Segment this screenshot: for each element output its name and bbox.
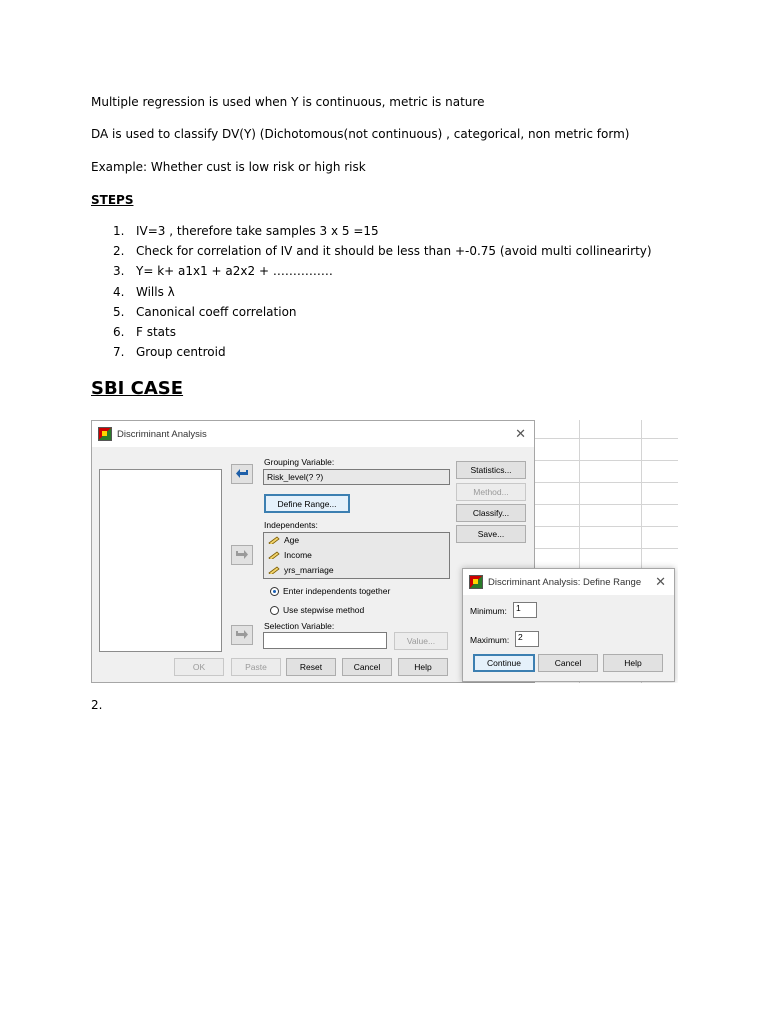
help-button[interactable]: Help (398, 658, 448, 676)
spss-screenshot (91, 420, 678, 683)
arrow-left-icon (235, 468, 249, 480)
source-variable-list[interactable] (99, 469, 222, 652)
stepwise-radio[interactable] (270, 606, 279, 615)
close-icon[interactable]: ✕ (515, 426, 526, 441)
ruler-icon (268, 536, 280, 544)
define-range-titlebar (463, 569, 674, 595)
list-item: 4. Wills λ (113, 284, 175, 299)
minimum-input[interactable]: 1 (513, 602, 537, 618)
paragraph-da-definition: DA is used to classify DV(Y) (Dichotomous(not continuous) , categorical, non metric form) (91, 127, 630, 141)
arrow-right-icon (235, 549, 249, 561)
list-item[interactable]: yrs_marriage (268, 565, 334, 575)
list-item: 7. Group centroid (113, 345, 226, 360)
list-number-2: 2. (91, 698, 103, 712)
method-button[interactable]: Method... (456, 483, 526, 501)
enter-together-radio[interactable] (270, 587, 279, 596)
steps-heading: STEPS (91, 193, 134, 207)
continue-button[interactable]: Continue (473, 654, 535, 672)
enter-together-label: Enter independents together (283, 586, 391, 596)
move-grouping-button[interactable] (231, 464, 253, 484)
stepwise-label: Use stepwise method (283, 605, 365, 615)
dialog-titlebar (92, 421, 534, 447)
list-item: 2. Check for correlation of IV and it should be less than +-0.75 (avoid multi collinearirty) (113, 244, 652, 259)
reset-button[interactable]: Reset (286, 658, 336, 676)
list-item: 1. IV=3 , therefore take samples 3 x 5 =15 (113, 224, 379, 238)
cancel-button[interactable]: Cancel (342, 658, 392, 676)
define-range-button[interactable]: Define Range... (264, 494, 350, 513)
grouping-variable-label: Grouping Variable: (264, 457, 335, 467)
range-help-button[interactable]: Help (603, 654, 663, 672)
minimum-label: Minimum: (470, 606, 507, 616)
selection-variable-label: Selection Variable: (264, 621, 335, 631)
list-item: 6. F stats (113, 324, 176, 339)
spss-app-icon (98, 427, 112, 441)
spss-app-icon (469, 575, 483, 589)
ruler-icon (268, 566, 280, 574)
move-independents-button[interactable] (231, 545, 253, 565)
value-button[interactable]: Value... (394, 632, 448, 650)
move-selection-button[interactable] (231, 625, 253, 645)
define-range-dialog (462, 568, 675, 682)
arrow-right-icon (235, 629, 249, 641)
case-heading: SBI CASE (91, 378, 184, 399)
define-range-title: Discriminant Analysis: Define Range (488, 576, 642, 588)
maximum-input[interactable]: 2 (515, 631, 539, 647)
dialog-title: Discriminant Analysis (117, 428, 207, 440)
list-item[interactable]: Age (268, 535, 299, 545)
classify-button[interactable]: Classify... (456, 504, 526, 522)
ok-button[interactable]: OK (174, 658, 224, 676)
statistics-button[interactable]: Statistics... (456, 461, 526, 479)
selection-variable-field[interactable] (263, 632, 387, 649)
list-item: 5. Canonical coeff correlation (113, 304, 297, 319)
range-cancel-button[interactable]: Cancel (538, 654, 598, 672)
independents-label: Independents: (264, 520, 318, 530)
save-button[interactable]: Save... (456, 525, 526, 543)
independents-list[interactable] (263, 532, 450, 579)
maximum-label: Maximum: (470, 635, 510, 645)
steps-list (113, 224, 652, 365)
paste-button[interactable]: Paste (231, 658, 281, 676)
ruler-icon (268, 551, 280, 559)
paragraph-multiple-regression: Multiple regression is used when Y is continuous, metric is nature (91, 95, 485, 109)
list-item: 3. Y= k+ a1x1 + a2x2 + …………… (113, 264, 333, 279)
paragraph-example: Example: Whether cust is low risk or high risk (91, 160, 366, 174)
close-icon[interactable]: ✕ (655, 574, 666, 589)
list-item[interactable]: Income (268, 550, 312, 560)
grouping-variable-field[interactable]: Risk_level(? ?) (263, 469, 450, 485)
